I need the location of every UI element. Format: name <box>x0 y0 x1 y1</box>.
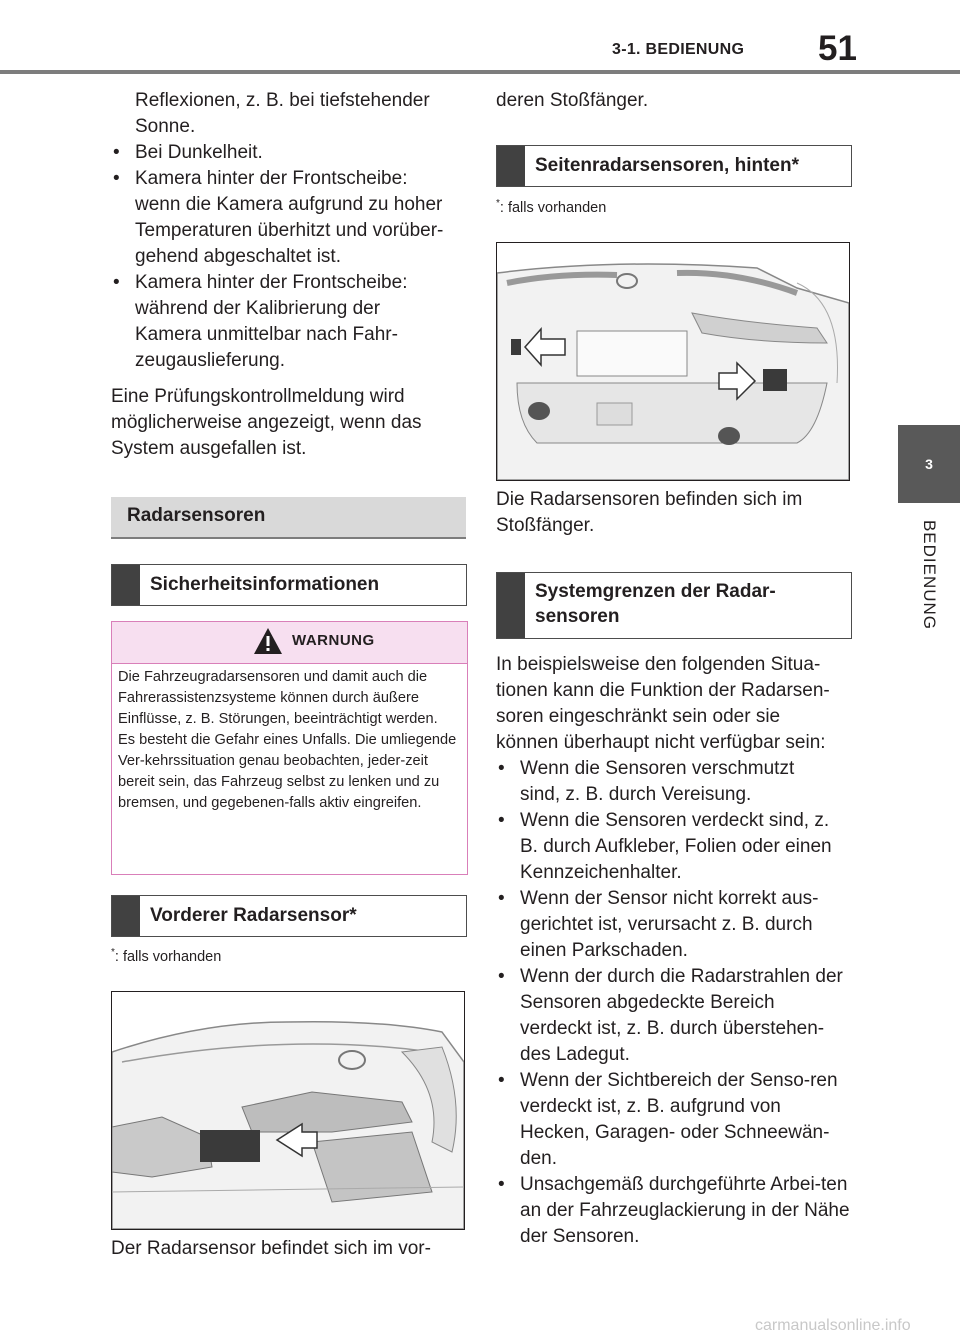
heading-text-line2: sensoren <box>535 606 620 627</box>
heading-text: Vorderer Radarsensor* <box>150 905 357 926</box>
chapter-tab-label: BEDIENUNG <box>920 519 939 631</box>
footnote: *: falls vorhanden <box>111 947 222 965</box>
right-text-block <box>496 652 848 1250</box>
heading-text-line1: Systemgrenzen der Radar- <box>535 581 776 602</box>
heading-radarsensoren <box>111 497 466 539</box>
list-item: • Wenn die Sensoren verschmutzt sind, z. B. durch Vereisung. <box>496 756 820 808</box>
warning-title: WARNUNG <box>292 632 375 649</box>
heading-text: Seitenradarsensoren, hinten* <box>535 155 799 176</box>
rear-bumper-illustration <box>497 243 849 480</box>
right-bullet-list <box>496 756 850 1250</box>
rear-caption: Die Radarsensoren befinden sich im Stoßfänger. <box>496 489 803 536</box>
front-bumper-figure <box>111 991 465 1230</box>
header-rule <box>0 70 960 74</box>
right-continuation: deren Stoßfänger. <box>496 90 649 111</box>
left-bullet-list <box>111 140 456 374</box>
left-text-block <box>111 88 471 462</box>
section-title: 3-1. BEDIENUNG <box>612 41 745 58</box>
list-item: • Wenn der durch die Radarstrahlen der Sensoren abgedeckte Bereich verdeckt ist, z. B. durch überstehen-des Ladegut. <box>496 964 850 1068</box>
warning-box <box>111 621 468 875</box>
page-number: 51 <box>818 29 857 68</box>
front-bumper-illustration <box>112 992 464 1229</box>
footnote: *: falls vorhanden <box>496 198 607 216</box>
left-paragraph: Eine Prüfungskontrollmeldung wird möglicherweise angezeigt, wenn das System ausgefallen ist. <box>111 386 422 459</box>
list-item: • Kamera hinter der Frontscheibe: während der Kalibrierung der Kamera unmittelbar nach Fahr-zeugauslieferung. <box>111 270 435 374</box>
heading-text: Sicherheitsinformationen <box>150 574 380 595</box>
warning-header <box>112 622 467 664</box>
chapter-tab[interactable]: 3 <box>898 425 960 503</box>
heading-seitenradarsensoren <box>496 145 852 187</box>
warning-text: Die Fahrzeugradarsensoren und damit auch die Fahrerassistenzsysteme können durch äußere Einflüsse, z. B. Störungen, beeinträchtigt werden. Es besteht die Gefahr eines Unfalls. Die umliegende Ver-kehrssituation genau beobachten, jeder-zeit bereit sein, das Fahrzeug selbst zu lenken und zu bremsen, und gegebenen-falls aktiv eingreifen. <box>118 669 457 811</box>
list-item: • Kamera hinter der Frontscheibe: wenn die Kamera aufgrund zu hoher Temperaturen überhitzt und vorüber-gehend abgeschaltet ist. <box>111 166 456 270</box>
right-paragraph: In beispielsweise den folgenden Situa-tionen kann die Funktion der Radarsen-soren eingeschränkt sein oder sie können überhaupt nicht verfügbar sein: <box>496 654 830 753</box>
heading-vorderer-radarsensor <box>111 895 467 937</box>
list-item: • Wenn der Sensor nicht korrekt aus-gerichtet ist, verursacht z. B. durch einen Parkschaden. <box>496 886 850 964</box>
footer-watermark: carmanualsonline.info <box>755 1317 911 1334</box>
warning-triangle-icon <box>252 626 284 656</box>
list-item: • Unsachgemäß durchgeführte Arbei-ten an der Fahrzeuglackierung in der Nähe der Sensoren. <box>496 1172 850 1250</box>
front-caption: Der Radarsensor befindet sich im vor- <box>111 1238 431 1259</box>
heading-systemgrenzen <box>496 572 852 639</box>
list-item: • Wenn die Sensoren verdeckt sind, z. B. durch Aufkleber, Folien oder einen Kennzeichenhalter. <box>496 808 850 886</box>
list-item: • Bei Dunkelheit. <box>111 140 456 166</box>
intro-continuation: Reflexionen, z. B. bei tiefstehender Sonne. <box>135 90 430 137</box>
heading-text: Radarsensoren <box>127 505 266 526</box>
rear-bumper-figure <box>496 242 850 481</box>
heading-sicherheitsinformationen <box>111 564 467 606</box>
list-item: • Wenn der Sichtbereich der Senso-ren verdeckt ist, z. B. aufgrund von Hecken, Garagen- oder Schneewän-den. <box>496 1068 840 1172</box>
